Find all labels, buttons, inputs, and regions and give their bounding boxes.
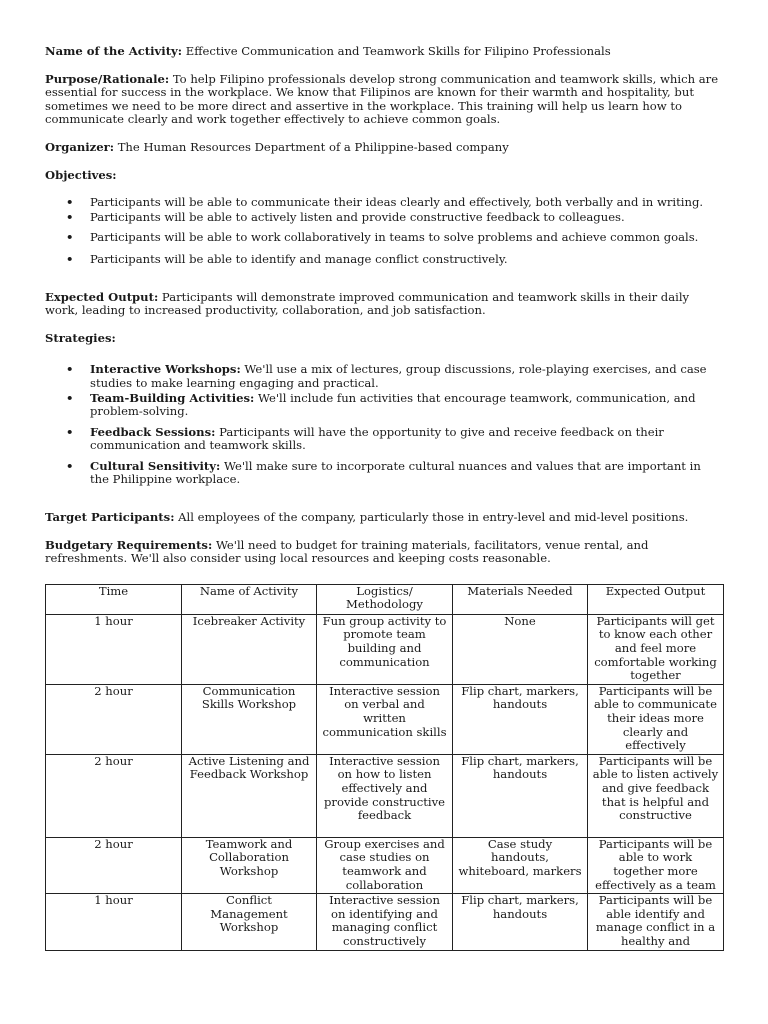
cell-materials: Flip chart, markers, handouts [453, 754, 588, 837]
objectives-list [45, 196, 723, 266]
cell-time: 2 hour [46, 754, 182, 837]
activity-name-paragraph [45, 45, 723, 59]
bullet-icon: • [66, 230, 74, 245]
cell-logistics: Group exercises and case studies on teamwork and collaboration [317, 837, 453, 893]
activity-name-label: Name of the Activity: [45, 44, 183, 58]
strategy-item [45, 392, 723, 419]
bullet-icon: • [66, 390, 74, 405]
table-row [46, 894, 724, 950]
objective-item [45, 253, 723, 267]
purpose-value: To help Filipino professionals develop strong communication and teamwork skills, which are essential for success in the workplace. We know that Filipinos are known for their warmth and hospitality, but sometimes we need to be more direct and assertive in the workplace. This training will help us learn how to communicate clearly and work together effectively to achieve common goals. [45, 71, 719, 127]
cell-expected-output: Participants will be able identify and manage conflict in a healthy and [588, 894, 724, 950]
cell-time: 2 hour [46, 837, 182, 893]
objective-item [45, 231, 723, 245]
cell-expected-output: Participants will be able to work together more effectively as a team [588, 837, 724, 893]
strategy-text: We'll use a mix of lectures, group discussions, role-playing exercises, and case studies to make learning engaging and practical. [90, 362, 707, 390]
objective-text: Participants will be able to communicate their ideas clearly and effectively, both verbally and in writing. [90, 195, 704, 210]
cell-activity: Icebreaker Activity [182, 614, 317, 684]
objectives-heading-paragraph [45, 169, 723, 183]
cell-activity: Teamwork and Collaboration Workshop [182, 837, 317, 893]
strategy-title: Cultural Sensitivity: [90, 458, 221, 473]
cell-activity: Active Listening and Feedback Workshop [182, 754, 317, 837]
section-spacer [45, 493, 723, 511]
section-spacer [45, 273, 723, 291]
bullet-icon: • [66, 209, 74, 224]
objective-text: Participants will be able to actively listen and provide constructive feedback to colleagues. [90, 209, 625, 224]
cell-expected-output: Participants will be able to communicate their ideas more clearly and effectively [588, 684, 724, 754]
target-participants-label: Target Participants: [45, 510, 175, 525]
expected-output-label: Expected Output: [45, 289, 159, 304]
purpose-paragraph [45, 73, 723, 127]
cell-time: 2 hour [46, 684, 182, 754]
table-row [46, 684, 724, 754]
column-header-expected-output: Expected Output [588, 584, 724, 614]
objective-text: Participants will be able to identify and manage conflict constructively. [90, 251, 508, 266]
bullet-icon: • [66, 458, 74, 473]
expected-output-paragraph [45, 291, 723, 318]
budget-value: We'll need to budget for training materials, facilitators, venue rental, and refreshments. We'll also consider using local resources and keeping costs reasonable. [45, 537, 649, 566]
bullet-icon: • [66, 251, 74, 266]
strategy-title: Team-Building Activities: [90, 390, 255, 405]
bullet-icon: • [66, 195, 74, 210]
organizer-value: The Human Resources Department of a Philippine-based company [117, 139, 509, 154]
objective-item [45, 196, 723, 210]
schedule-table [45, 584, 724, 951]
section-spacer [45, 566, 723, 584]
budget-label: Budgetary Requirements: [45, 537, 213, 552]
document-page [45, 45, 723, 951]
column-header-logistics: Logistics/ Methodology [317, 584, 453, 614]
strategy-text: We'll make sure to incorporate cultural nuances and values that are important in the Philippine workplace. [90, 458, 701, 487]
organizer-paragraph [45, 141, 723, 155]
strategy-title: Interactive Workshops: [90, 362, 241, 377]
cell-materials: Flip chart, markers, handouts [453, 684, 588, 754]
table-row [46, 837, 724, 893]
objectives-heading: Objectives: [45, 167, 117, 182]
cell-materials: Case study handouts, whiteboard, markers [453, 837, 588, 893]
strategy-text: Participants will have the opportunity to give and receive feedback on their communication and teamwork skills. [90, 424, 664, 453]
expected-output-value: Participants will demonstrate improved communication and teamwork skills in their daily work, leading to increased productivity, collaboration, and job satisfaction. [45, 289, 690, 318]
column-header-materials: Materials Needed [453, 584, 588, 614]
cell-materials: None [453, 614, 588, 684]
cell-activity: Communication Skills Workshop [182, 684, 317, 754]
objective-item [45, 211, 723, 225]
cell-time: 1 hour [46, 894, 182, 950]
strategy-item [45, 363, 723, 390]
table-header-row [46, 584, 724, 614]
organizer-label: Organizer: [45, 139, 115, 154]
column-header-time: Time [46, 584, 182, 614]
strategies-heading: Strategies: [45, 330, 116, 345]
strategies-heading-paragraph [45, 332, 723, 346]
strategy-item [45, 460, 723, 487]
table-row [46, 614, 724, 684]
strategy-text: We'll include fun activities that encourage teamwork, communication, and problem-solving. [90, 390, 696, 419]
cell-activity: Conflict Management Workshop [182, 894, 317, 950]
cell-logistics: Fun group activity to promote team building and communication [317, 614, 453, 684]
bullet-icon: • [66, 362, 74, 377]
budget-paragraph [45, 539, 723, 566]
strategies-list [45, 363, 723, 487]
target-participants-paragraph [45, 511, 723, 525]
target-participants-value: All employees of the company, particularly those in entry-level and mid-level positions. [178, 510, 689, 525]
bullet-icon: • [66, 424, 74, 439]
cell-expected-output: Participants will be able to listen actively and give feedback that is helpful and constructive [588, 754, 724, 837]
cell-expected-output: Participants will get to know each other and feel more comfortable working together [588, 614, 724, 684]
cell-time: 1 hour [46, 614, 182, 684]
cell-materials: Flip chart, markers, handouts [453, 894, 588, 950]
cell-logistics: Interactive session on verbal and written communication skills [317, 684, 453, 754]
cell-logistics: Interactive session on identifying and managing conflict constructively [317, 894, 453, 950]
objective-text: Participants will be able to work collaboratively in teams to solve problems and achieve common goals. [90, 230, 699, 245]
strategy-item [45, 426, 723, 453]
cell-logistics: Interactive session on how to listen effectively and provide constructive feedback [317, 754, 453, 837]
column-header-activity: Name of Activity [182, 584, 317, 614]
table-row [46, 754, 724, 837]
strategy-title: Feedback Sessions: [90, 424, 216, 439]
purpose-label: Purpose/Rationale: [45, 71, 170, 86]
activity-name-value: Effective Communication and Teamwork Skills for Filipino Professionals [185, 44, 611, 58]
